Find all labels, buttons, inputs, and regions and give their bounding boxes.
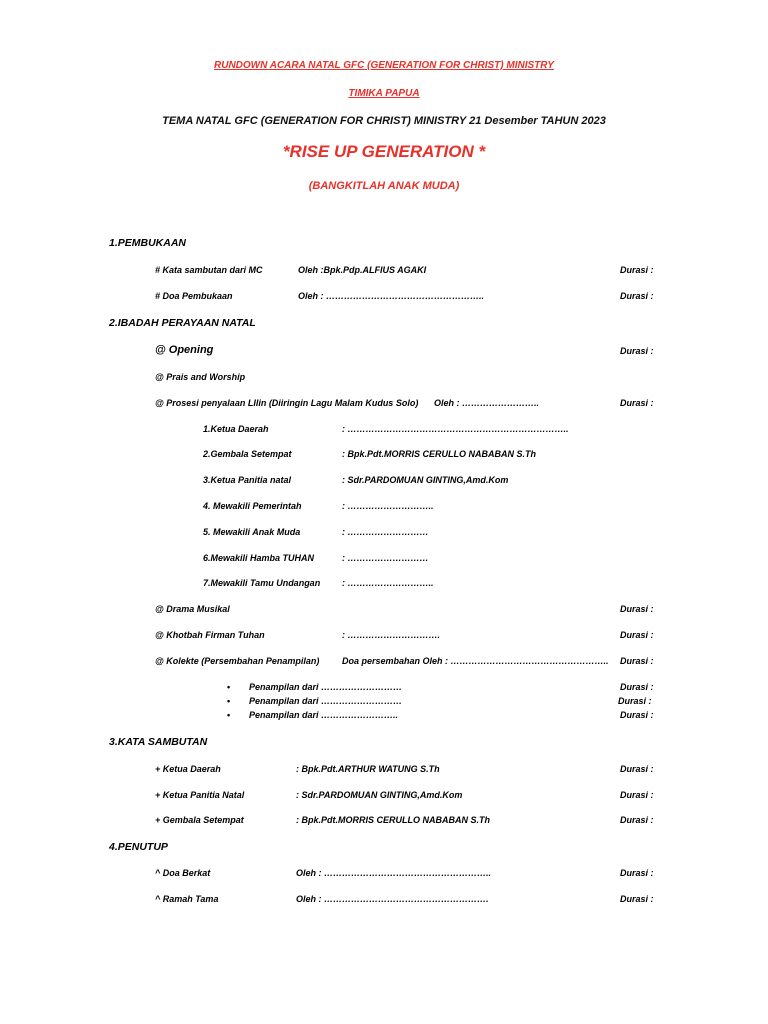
lilin-role: 5. Mewakili Anak Muda (203, 527, 301, 537)
lilin-value: : ……………………… (342, 553, 429, 563)
bullet-icon: • (227, 696, 231, 706)
item-durasi: Durasi : (620, 710, 654, 720)
penampilan-label: Penampilan dari …………………….. (249, 710, 399, 720)
item-label: @ Khotbah Firman Tuhan (155, 630, 265, 640)
item-label: # Doa Pembukaan (155, 291, 233, 301)
item-label: + Gembala Setempat (155, 815, 244, 825)
item-oleh: Oleh : ……………………………………………….. (296, 868, 492, 878)
item-label: @ Opening (155, 344, 214, 356)
item-durasi: Durasi : (620, 656, 654, 666)
item-oleh: Doa persembahan Oleh : …………………………………………….. (342, 656, 609, 666)
item-oleh: Oleh : ………………………………………………. (296, 894, 489, 904)
item-durasi: Durasi : (620, 291, 654, 301)
lilin-role: 3.Ketua Panitia natal (203, 475, 292, 485)
item-durasi: Durasi : (620, 894, 654, 904)
lilin-role: 4. Mewakili Pemerintah (203, 501, 302, 511)
lilin-value: : Bpk.Pdt.MORRIS CERULLO NABABAN S.Th (342, 449, 536, 459)
item-value: : Sdr.PARDOMUAN GINTING,Amd.Kom (296, 790, 463, 800)
item-label: @ Drama Musikal (155, 604, 230, 614)
item-value: : Bpk.Pdt.MORRIS CERULLO NABABAN S.Th (296, 815, 490, 825)
penampilan-label: Penampilan dari ……………………… (249, 682, 403, 692)
item-oleh: Oleh :Bpk.Pdp.ALFIUS AGAKI (298, 265, 427, 275)
doc-slogan: *RISE UP GENERATION * (282, 142, 486, 161)
penampilan-label: Penampilan dari ……………………… (249, 696, 403, 706)
item-label: @ Prosesi penyalaan LIlin (Diiringin Lagu Malam Kudus Solo) (155, 398, 419, 408)
item-label: @ Prais and Worship (155, 372, 246, 382)
lilin-role: 7.Mewakili Tamu Undangan (203, 578, 321, 588)
item-label: @ Kolekte (Persembahan Penampilan) (155, 656, 320, 666)
item-label: ^ Doa Berkat (155, 868, 211, 878)
section-heading-sambutan: 3.KATA SAMBUTAN (109, 736, 208, 748)
lilin-role: 2.Gembala Setempat (203, 449, 292, 459)
item-durasi: Durasi : (620, 764, 654, 774)
section-heading-ibadah: 2.IBADAH PERAYAAN NATAL (109, 317, 256, 329)
doc-slogan-sub: (BANGKITLAH ANAK MUDA) (308, 180, 460, 192)
doc-theme: TEMA NATAL GFC (GENERATION FOR CHRIST) MINISTRY 21 Desember TAHUN 2023 (162, 115, 606, 127)
lilin-role: 6.Mewakili Hamba TUHAN (203, 553, 315, 563)
bullet-icon: • (227, 682, 231, 692)
item-durasi: Durasi : (620, 604, 654, 614)
item-durasi: Durasi : (620, 398, 654, 408)
item-value: : …………………………. (342, 630, 440, 640)
lilin-value: : ……………………….. (342, 578, 434, 588)
item-durasi: Durasi : (618, 696, 652, 706)
lilin-value: : ……………………….. (342, 501, 434, 511)
lilin-role: 1.Ketua Daerah (203, 424, 269, 434)
lilin-value: : ……………………… (342, 527, 429, 537)
doc-location: TIMIKA PAPUA (348, 88, 420, 99)
item-durasi: Durasi : (620, 346, 654, 356)
doc-title: RUNDOWN ACARA NATAL GFC (GENERATION FOR CHRIST) MINISTRY (214, 60, 554, 71)
item-durasi: Durasi : (620, 790, 654, 800)
item-label: + Ketua Daerah (155, 764, 221, 774)
item-durasi: Durasi : (620, 815, 654, 825)
lilin-value: : ……………………………………………………………….. (342, 424, 569, 434)
item-durasi: Durasi : (620, 868, 654, 878)
bullet-icon: • (227, 710, 231, 720)
item-oleh: Oleh : …………………………………………….. (298, 291, 485, 301)
item-value: : Bpk.Pdt.ARTHUR WATUNG S.Th (296, 764, 440, 774)
item-durasi: Durasi : (620, 630, 654, 640)
item-label: # Kata sambutan dari MC (155, 265, 263, 275)
section-heading-pembukaan: 1.PEMBUKAAN (109, 237, 187, 249)
item-durasi: Durasi : (620, 682, 654, 692)
item-label: + Ketua Panitia Natal (155, 790, 245, 800)
item-oleh: Oleh : …………………….. (434, 398, 540, 408)
lilin-value: : Sdr.PARDOMUAN GINTING,Amd.Kom (342, 475, 509, 485)
item-durasi: Durasi : (620, 265, 654, 275)
section-heading-penutup: 4.PENUTUP (109, 841, 168, 853)
item-label: ^ Ramah Tama (155, 894, 219, 904)
